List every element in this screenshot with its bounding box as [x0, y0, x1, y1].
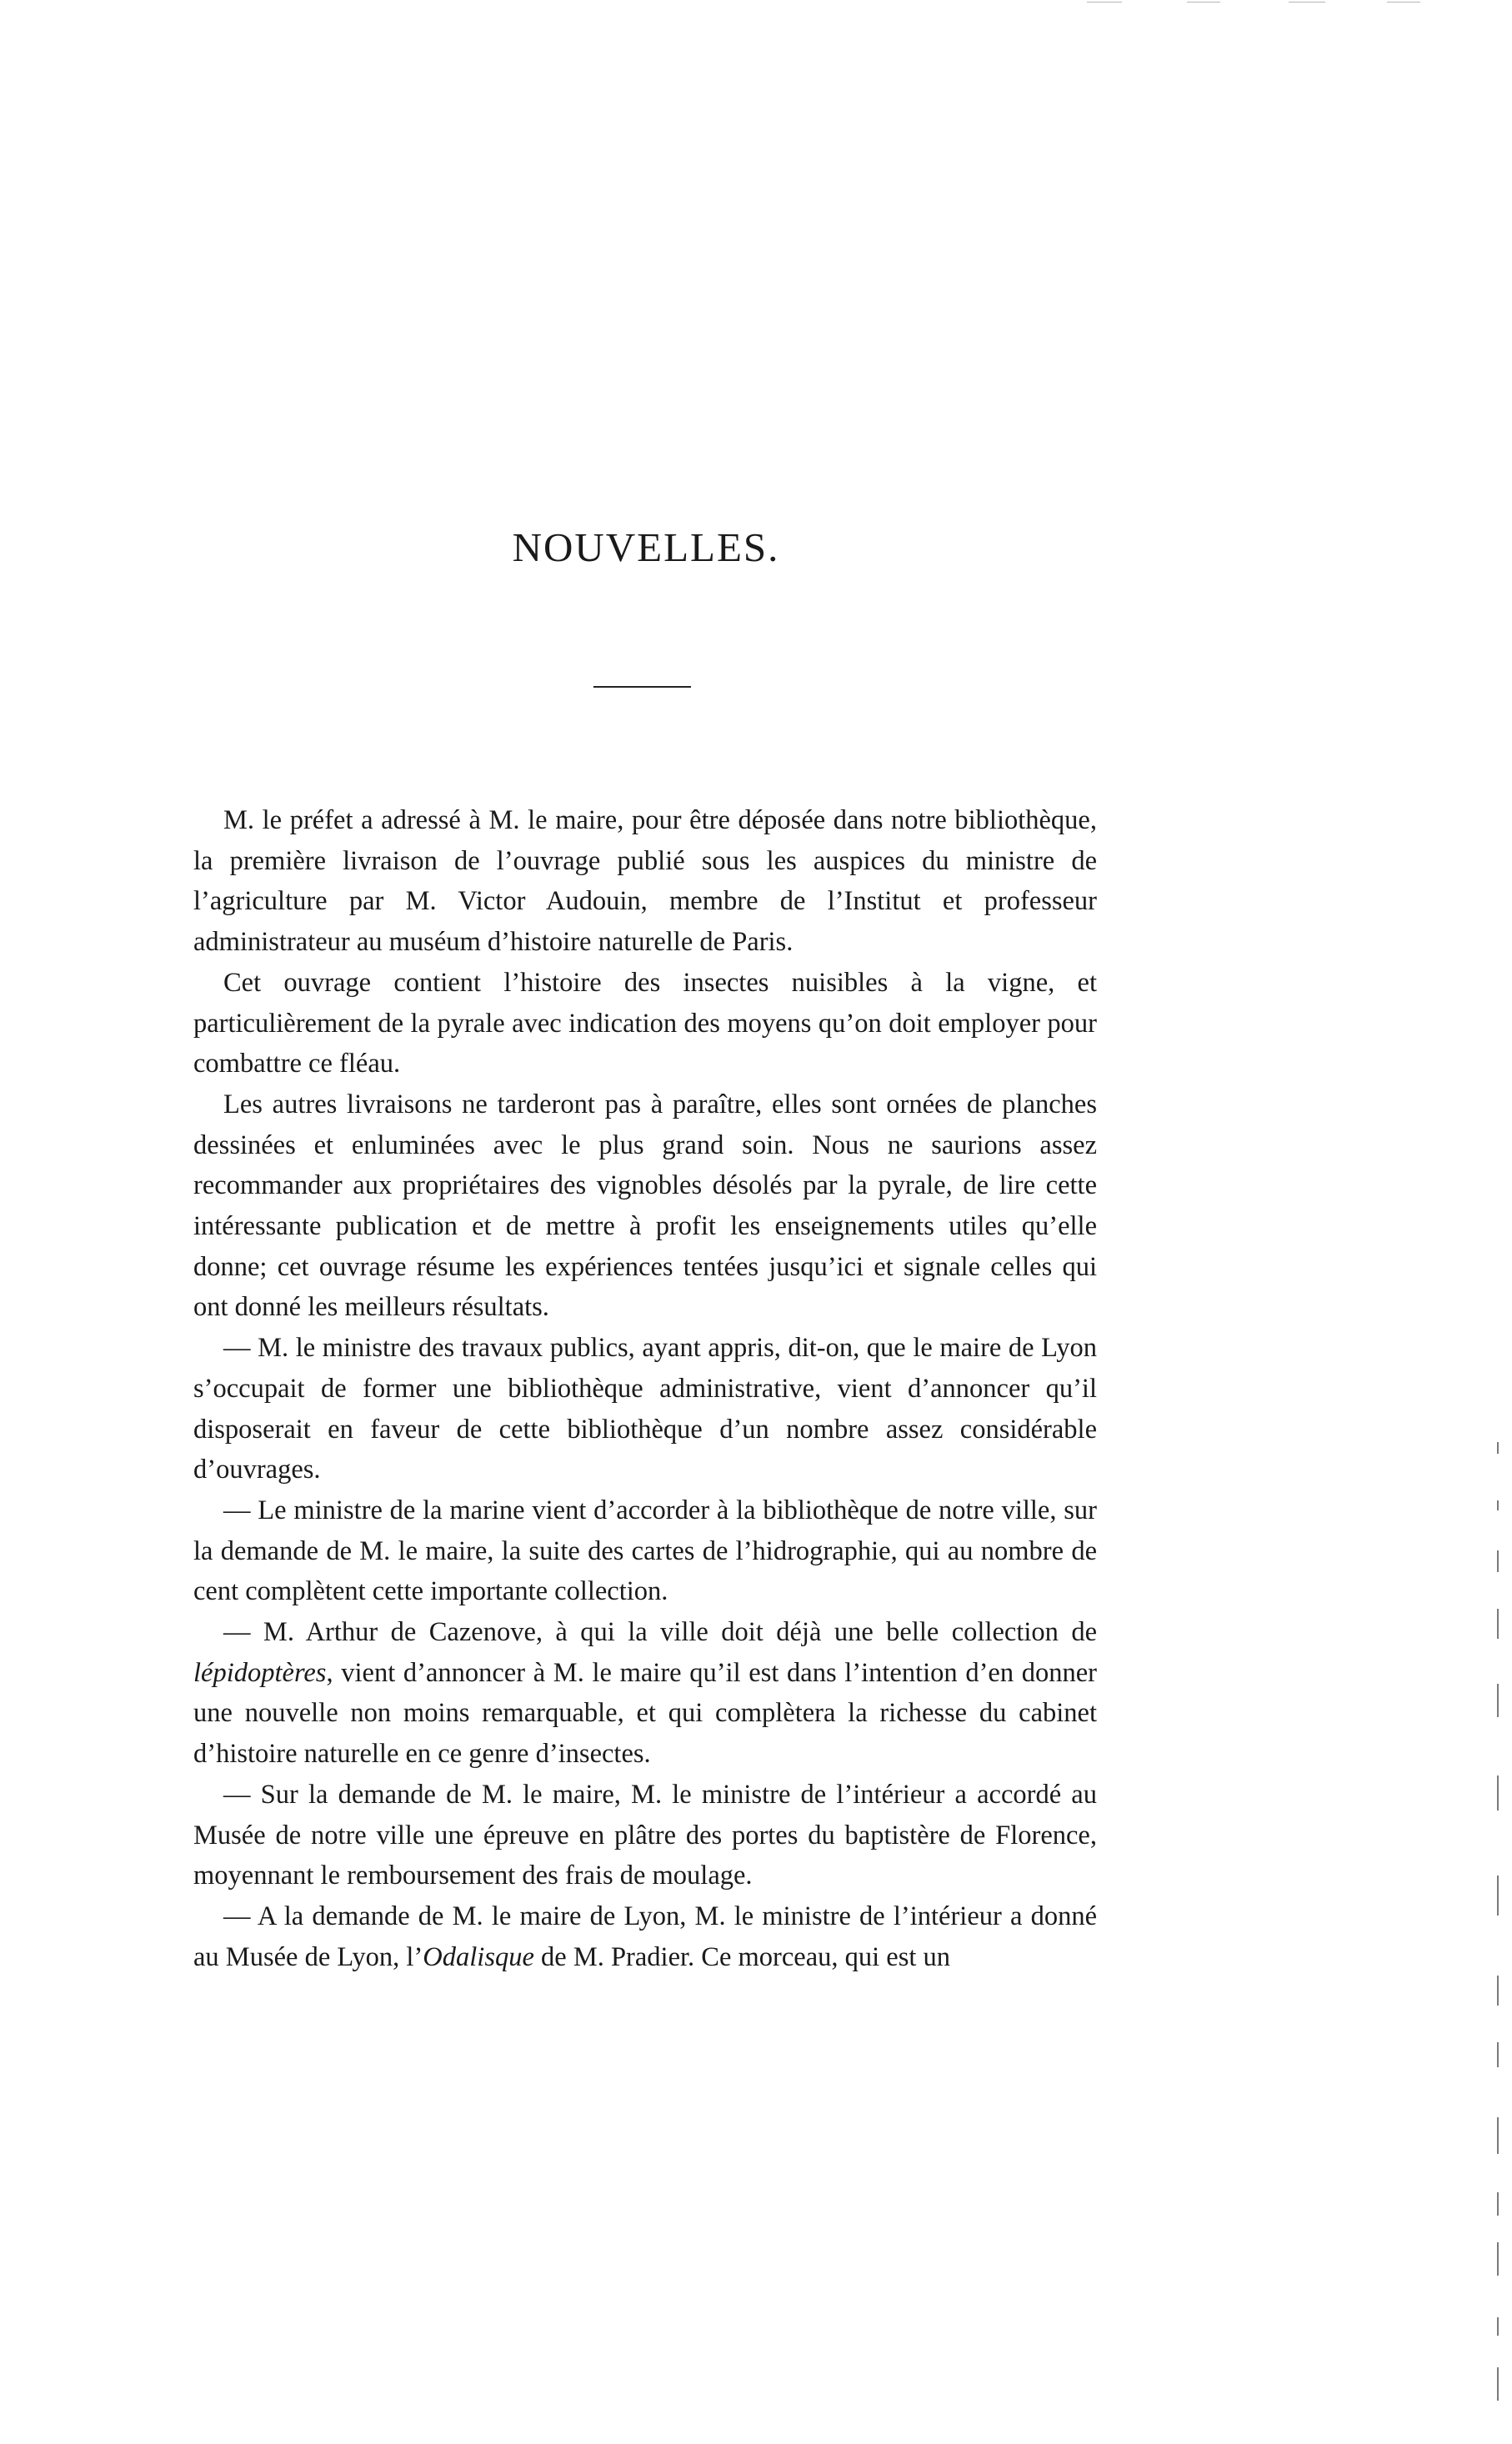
scan-artifact	[1497, 1876, 1499, 1916]
scan-artifact	[1497, 1500, 1499, 1510]
scan-artifact	[1497, 1609, 1499, 1639]
paragraph-text: — M. Arthur de Cazenove, à qui la ville doit déjà une belle collection de	[223, 1617, 1097, 1648]
paragraph-florence-doors: — Sur la demande de M. le maire, M. le ministre de l’intérieur a accordé au Musée de notre ville une épreuve en plâtre des portes du baptistère de Florence, moyennant le remboursement des frais de moulage.	[193, 1779, 1097, 1891]
scan-artifacts-top	[1070, 0, 1512, 5]
italic-term: Odalisque	[423, 1941, 534, 1972]
paragraph-other-livraisons: Les autres livraisons ne tarderont pas à paraître, elles sont ornées de planches dessinées et enluminées avec le plus grand soin. Nous ne saurions assez recommander aux propriétaires des vignobles désolés par la pyrale, de lire cette intéressante publication et de mettre à profit les enseignements utiles qu’elle donne; cet ouvrage résume les expériences tentées jusqu’ici et signale celles qui ont donné les meilleurs résultats.	[193, 1089, 1097, 1323]
scan-artifact	[1497, 1775, 1499, 1810]
italic-term: lépidoptères	[193, 1657, 327, 1688]
scan-artifacts-margin	[1497, 1442, 1502, 2417]
page-title: NOUVELLES.	[512, 524, 780, 570]
paragraph-public-works-minister: — M. le ministre des travaux publics, ayant appris, dit-on, que le maire de Lyon s’occupait de former une bibliothèque administrative, vient d’annoncer qu’il disposerait en faveur de cette bibliothèque d’un nombre assez considérable d’ouvrages.	[193, 1333, 1097, 1485]
paragraph-text: , vient d’annoncer à M. le maire qu’il est dans l’intention d’en donner une nouvelle non moins remarquable, et qui complètera la richesse du cabinet d’histoire naturelle en ce genre d’insectes.	[193, 1657, 1097, 1770]
scan-artifact	[1497, 2367, 1499, 2401]
title-divider	[593, 686, 691, 688]
scan-artifact	[1187, 2, 1220, 3]
paragraph-odalisque	[193, 1896, 1097, 1977]
scan-artifact	[1497, 2317, 1499, 2336]
scan-artifact	[1497, 1684, 1499, 1717]
scan-artifact	[1289, 2, 1325, 3]
scan-artifact	[1497, 2192, 1499, 2216]
paragraph-text: — A la demande de M. le maire de Lyon, M. le ministre de l’intérieur a donné au Musée de Lyon, l’	[193, 1901, 1097, 1972]
scan-artifact	[1387, 2, 1420, 3]
scan-artifact	[1497, 2117, 1499, 2154]
scan-artifact	[1497, 1442, 1499, 1454]
paragraph-prefect-donation: M. le préfet a adressé à M. le maire, pour être déposée dans notre bibliothèque, la première livraison de l’ouvrage publié sous les auspices du ministre de l’agriculture par M. Victor Audouin, membre de l’Institut et professeur administrateur au muséum d’histoire naturelle de Paris.	[193, 805, 1097, 958]
scan-artifact	[1087, 2, 1122, 3]
paragraph-navy-minister: — Le ministre de la marine vient d’accorder à la bibliothèque de notre ville, sur la demande de M. le maire, la suite des cartes de l’hidrographie, qui au nombre de cent complètent cette importante collection.	[193, 1495, 1097, 1607]
scan-artifact	[1497, 1976, 1499, 2006]
paragraph-cazenove-collection	[193, 1612, 1097, 1775]
paragraph-text: de M. Pradier. Ce morceau, qui est un	[533, 1941, 951, 1972]
article-body	[193, 800, 1097, 1977]
scan-artifact	[1497, 2242, 1499, 2276]
paragraph-insects-vine: Cet ouvrage contient l’histoire des insectes nuisibles à la vigne, et particulièrement de la pyrale avec indication des moyens qu’on doit employer pour combattre ce fléau.	[193, 967, 1097, 1079]
scan-artifact	[1497, 1550, 1499, 1572]
scan-artifact	[1497, 2042, 1499, 2067]
